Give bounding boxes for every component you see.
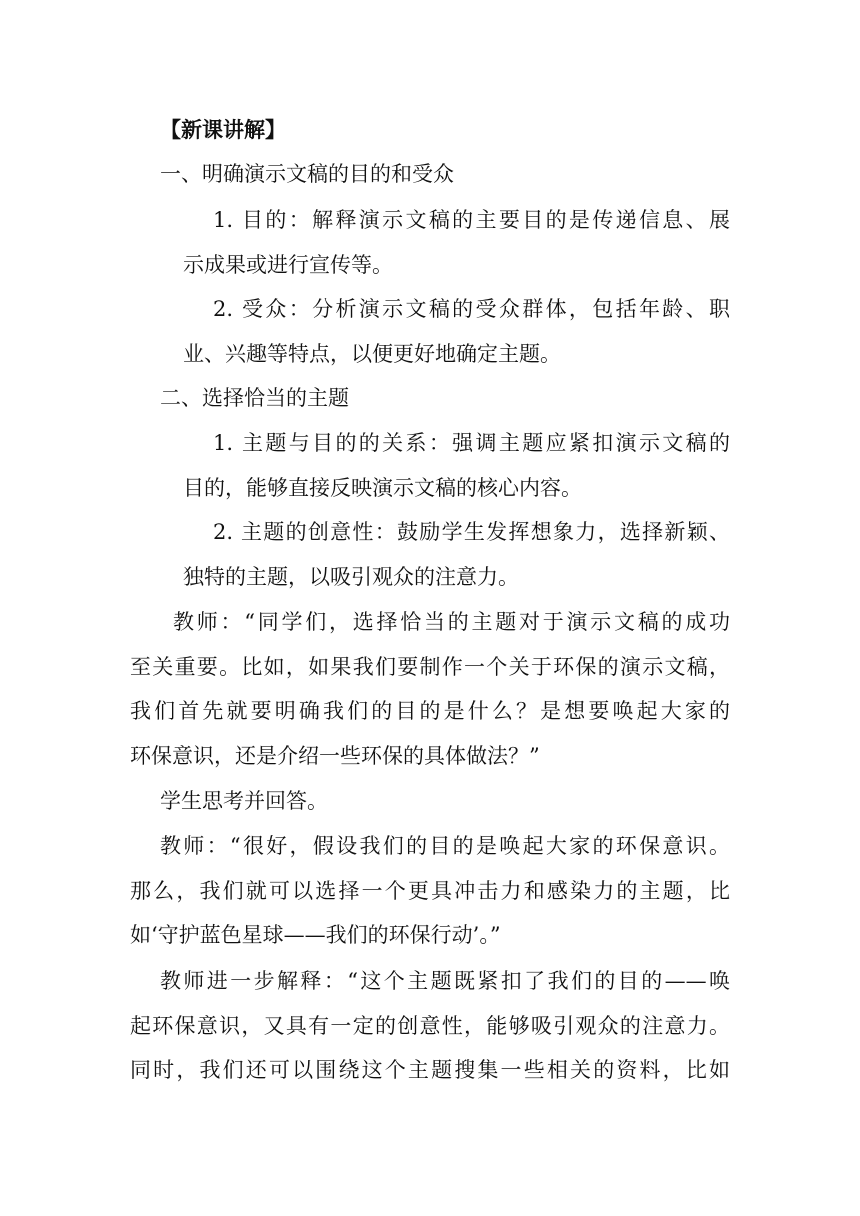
dialogue-p3-line1: 教师：“很好，假设我们的目的是唤起大家的环保意识。 xyxy=(160,834,730,858)
part1-item1-line1: 1. 目的：解释演示文稿的主要目的是传递信息、展 xyxy=(213,208,730,232)
section-title: 【新课讲解】 xyxy=(160,117,286,142)
part2-heading: 二、选择恰当的主题 xyxy=(160,386,349,410)
dialogue-p2-line1: 学生思考并回答。 xyxy=(160,789,328,813)
part1-item2-line2: 业、兴趣等特点，以便更好地确定主题。 xyxy=(183,342,561,366)
dialogue-p4-line2: 起环保意识，又具有一定的创意性，能够吸引观众的注意力。 xyxy=(130,1014,730,1038)
part1-item1-line2: 示成果或进行宣传等。 xyxy=(183,253,393,277)
part2-item1-line2: 目的，能够直接反映演示文稿的核心内容。 xyxy=(183,476,582,500)
dialogue-p1-line2: 至关重要。比如，如果我们要制作一个关于环保的演示文稿， xyxy=(130,655,730,679)
dialogue-p4-line1: 教师进一步解释：“这个主题既紧扣了我们的目的——唤 xyxy=(160,969,730,993)
part1-heading: 一、明确演示文稿的目的和受众 xyxy=(160,162,454,186)
part1-item2-line1: 2. 受众：分析演示文稿的受众群体，包括年龄、职 xyxy=(213,297,730,321)
dialogue-p1-line1: 教师：“同学们，选择恰当的主题对于演示文稿的成功 xyxy=(173,610,730,634)
dialogue-p4-line3: 同时，我们还可以围绕这个主题搜集一些相关的资料，比如 xyxy=(130,1058,730,1082)
dialogue-p1-line3: 我们首先就要明确我们的目的是什么？是想要唤起大家的 xyxy=(130,699,730,723)
part2-item1-line1: 1. 主题与目的的关系：强调主题应紧扣演示文稿的 xyxy=(213,431,730,455)
dialogue-p3-line3: 如‘守护蓝色星球——我们的环保行动’。” xyxy=(130,923,501,947)
part2-item2-line2: 独特的主题，以吸引观众的注意力。 xyxy=(183,565,519,589)
dialogue-p3-line2: 那么，我们就可以选择一个更具冲击力和感染力的主题，比 xyxy=(130,879,730,903)
dialogue-p1-line4: 环保意识，还是介绍一些环保的具体做法？” xyxy=(130,744,540,768)
part2-item2-line1: 2. 主题的创意性：鼓励学生发挥想象力，选择新颖、 xyxy=(213,520,730,544)
